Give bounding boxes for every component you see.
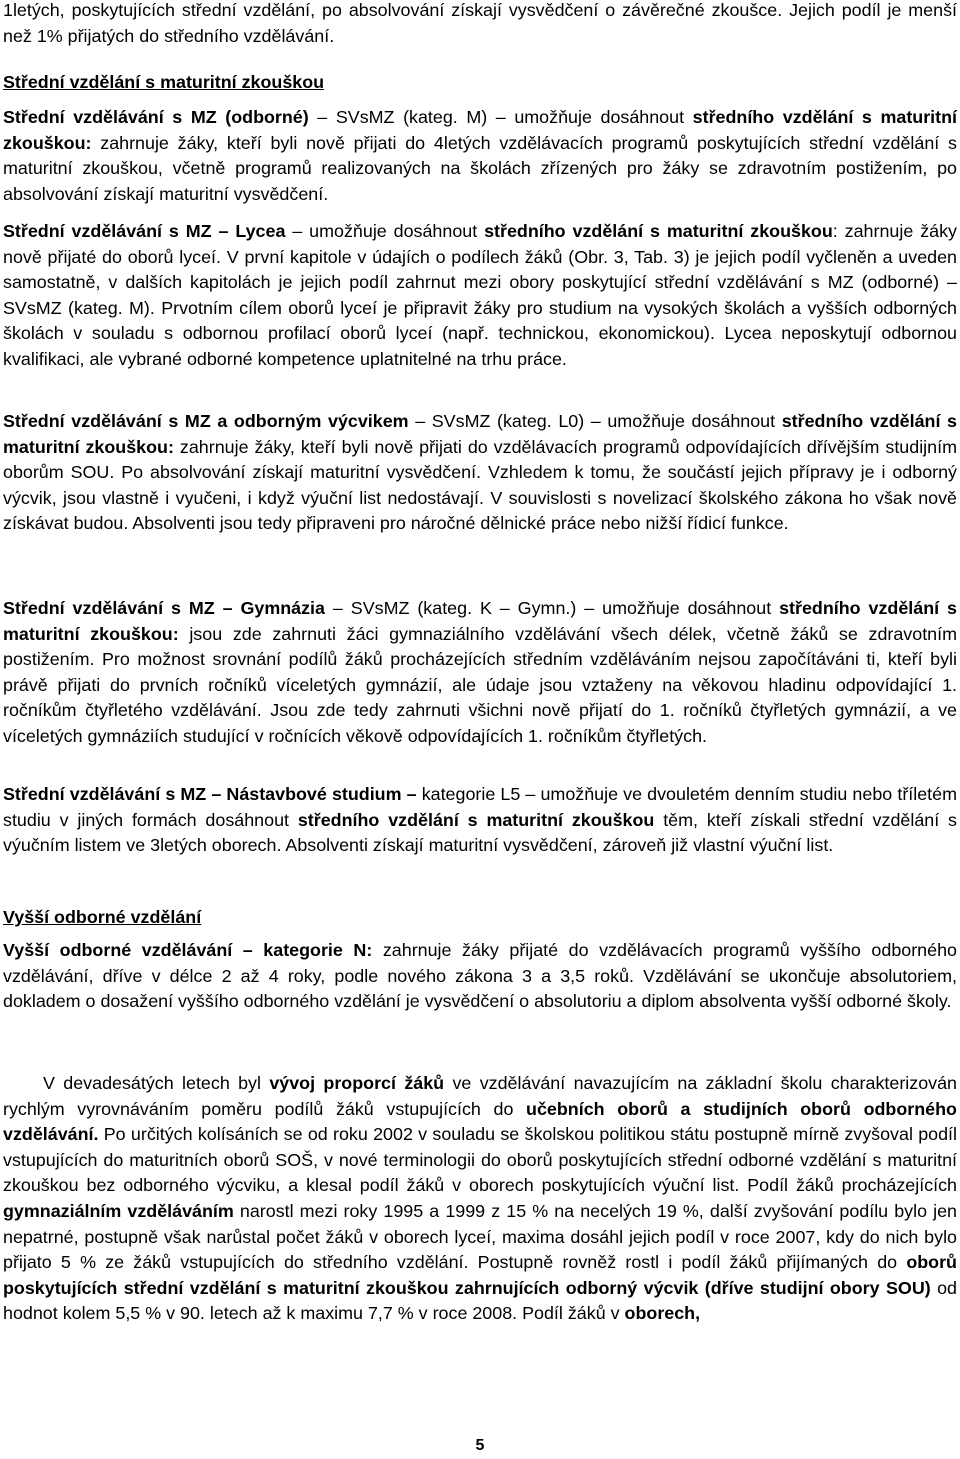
text-dev-3: Po určitých kolísáních se od roku 2002 v souladu se školskou politikou státu postupně mírně zvyšoval podíl vstupujících do maturitních oborů SOŠ, v nové terminologii do oborů poskytujících střední odborné vzdělání s maturitní zkouškou bez odborného výcviku, a klesal podíl žáků v oborech poskytujících výuční list. Podíl žáků procházejících [3,1124,957,1196]
text-dev-1: V devadesátých letech byl [43,1073,270,1093]
intro-paragraph [3,0,957,49]
text-nastavbove-1: kategorie L5 – umožňuje ve dvouletém denním studiu nebo tříletém studiu v jiných formách dosáhnout [3,784,957,830]
emph-gymnazia: středního vzdělání s maturitní zkouškou: [3,598,957,644]
paragraph-devadesata [3,1071,957,1327]
text-gymnazia-2: jsou zde zahrnuti žáci gymnaziálního vzdělávání všech délek, včetně žáků se zdravotním postižením. Pro možnost srovnání podílů žáků procházejících středním vzděláváním nejsou započítáváni ti, kteří byli právě přijati do prvních ročníků víceletých gymnázií, ale údaje jsou vztaženy na věkovou hladinu odpovídající 1. ročníkům čtyřletého vzdělávání. Jsou zde tedy zahrnuti všichni nově přijatí do 1. ročníků čtyřletých gymnázií, a ve víceletých gymnáziích studující v ročnících věkově odpovídajících 1. ročníkům čtyřletých. [3,623,957,746]
paragraph-lycea [3,219,957,373]
term-gymnazia: Střední vzdělávání s MZ – Gymnázia [3,598,325,618]
text-nastavbove-2: těm, kteří získali střední vzdělání s výučním listem ve 3letých oborech. Absolventi získají maturitní vysvědčení, zároveň již vlastní výuční list. [3,809,957,856]
text-lycea-2: : zahrnuje žáky nově přijaté do oborů lyceí. V první kapitole v údajích o podílech žáků (Obr. 3, Tab. 3) je jejich podíl vyčleněn a uveden samostatně, v dalších kapitolách je jejich podíl zahrnut mezi obory poskytující střední vzdělávání s MZ (odborné) – SVsMZ (kateg. M). Prvotním cílem oborů lyceí je připravit žáky pro studium na vysokých školách a vyšších odborných školách v souladu s odbornou profilací oborů lyceí (např. technickou, ekonomickou). Lycea neposkytují odbornou kvalifikaci, ale vybrané odborné kompetence uplatnitelné na trhu práce. [3,221,957,369]
heading-mz: Střední vzdělání s maturitní zkouškou [3,72,325,92]
text-vos: zahrnuje žáky přijaté do vzdělávacích programů vyššího odborného vzdělávání, dříve v délce 2 až 4 roky, podle nového zákona 3 a 3,5 roků. Vzdělávání se ukončuje absolutoriem, dokladem o dosažení vyššího odborného vzdělání je vysvědčení o absolutoriu a diplom absolventa vyšší odborné školy. [3,940,957,1012]
emph-vycvik: středního vzdělání s maturitní zkouškou: [3,411,957,457]
term-lycea: Střední vzdělávání s MZ – Lycea [3,221,286,241]
paragraph-gymnazia [3,596,957,750]
emph-dev-3: gymnaziálním vzděláváním [3,1200,234,1221]
paragraph-vycvik [3,409,957,537]
emph-lycea: středního vzdělání s maturitní zkouškou [484,221,833,241]
intro-text: 1letých, poskytujících střední vzdělání, po absolvování získají vysvědčení o závěrečné zkoušce. Jejich podíl je menší než 1% přijatých do středního vzdělávání. [3,0,957,46]
text-odborne-1: – SVsMZ (kateg. M) – umožňuje dosáhnout [308,107,693,127]
heading-vos: Vyšší odborné vzdělání [3,907,202,927]
emph-nastavbove: středního vzdělání s maturitní zkouškou [297,809,655,830]
paragraph-odborne [3,105,957,207]
text-vycvik-2: zahrnuje žáky, kteří byli nově přijati do vzdělávacích programů odpovídajících dřívějším studijním oborům SOU. Po absolvování získají maturitní vysvědčení. Vzhledem k tomu, že součástí jejich přípravy je i odborný výcvik, jsou vlastně i vyučeni, i když výuční list nedostávají. V souvislosti s novelizací školského zákona ho však nově získávat budou. Absolventi jsou tedy připraveni pro náročné dělnické práce nebo nižší řídicí funkce. [3,436,957,534]
text-gymnazia-1: – SVsMZ (kateg. K – Gymn.) – umožňuje dosáhnout [324,598,780,618]
text-vycvik-1: – SVsMZ (kateg. L0) – umožňuje dosáhnout [408,411,782,431]
emph-odborne: středního vzdělání s maturitní zkouškou: [3,107,957,153]
term-nastavbove: Střední vzdělávání s MZ – Nástavbové studium – [3,784,417,804]
emph-dev-2: učebních oborů a studijních oborů odborného vzdělávání. [3,1098,957,1145]
paragraph-nastavbove [3,782,957,859]
text-lycea-1: – umožňuje dosáhnout [285,221,485,241]
emph-dev-1: vývoj proporcí žáků [269,1073,445,1093]
emph-dev-5: oborech, [624,1303,701,1324]
term-vos: Vyšší odborné vzdělávání – kategorie N: [3,940,373,960]
term-odborne: Střední vzdělávání s MZ (odborné) [3,107,309,127]
paragraph-vos [3,938,957,1015]
text-dev-5: od hodnot kolem 5,5 % v 90. letech až k maximu 7,7 % v roce 2008. Podíl žáků v [3,1277,957,1324]
page-number: 5 [475,1437,485,1454]
text-dev-4: narostl mezi roky 1995 a 1999 z 15 % na necelých 19 %, další zvyšování podílu bylo jen nepatrné, postupně však narůstal počet žáků v oborech lyceí, maxima dosáhl jejich podíl v roce 2007, kdy do nich bylo přijato 5 % ze žáků vstupujících do středního vzdělání. Postupně rovněž rostl i podíl žáků přijímaných do [3,1200,957,1273]
text-odborne-2: zahrnuje žáky, kteří byli nově přijati do 4letých vzdělávacích programů poskytujících střední vzdělání s maturitní zkouškou, včetně programů realizovaných na školách zřízených pro žáky se zdravotním postižením, po absolvování získají maturitní vysvědčení. [3,132,957,204]
text-dev-2: ve vzdělávání navazujícím na základní školu charakterizován rychlým vyrovnáváním poměru podílů žáků vstupujících do [3,1073,957,1119]
emph-dev-4: oborů poskytujících střední vzdělání s maturitní zkouškou zahrnujících odborný výcvik (dříve studijní obory SOU) [3,1252,957,1298]
term-vycvik: Střední vzdělávání s MZ a odborným výcvikem [3,411,409,431]
